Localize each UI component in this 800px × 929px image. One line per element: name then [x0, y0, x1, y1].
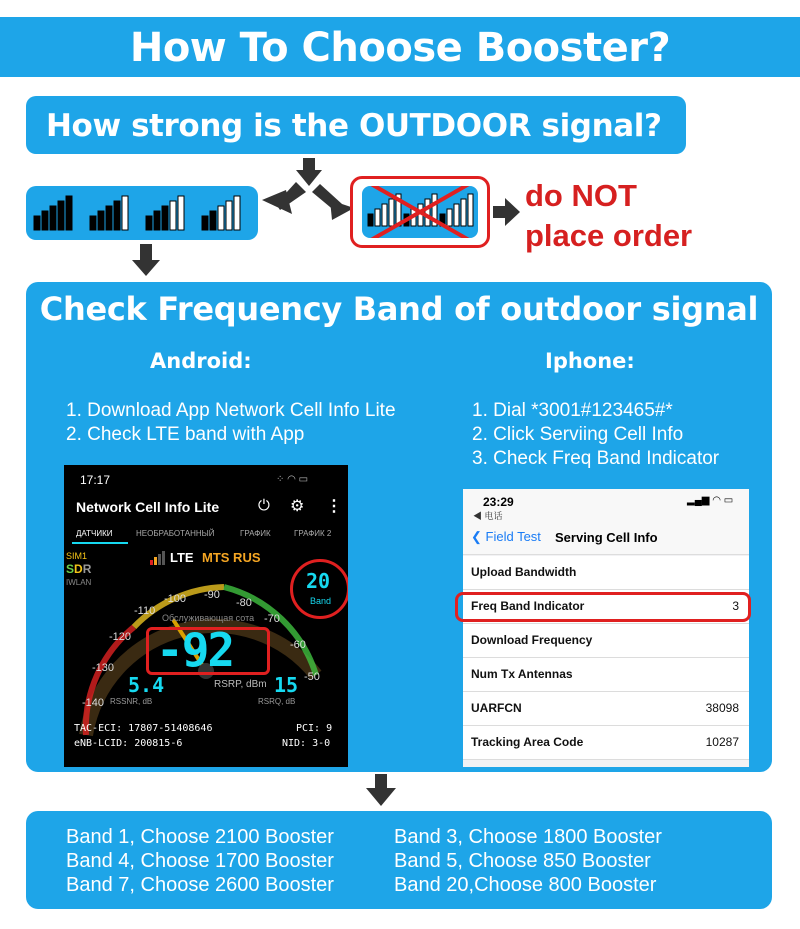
status-icons: ⁘ ◠ ▭ — [276, 474, 309, 485]
band-entry: Band 4, Choose 1700 Booster — [66, 850, 334, 872]
iwlan-label: IWLAN — [66, 578, 92, 587]
band-entry: Band 1, Choose 2100 Booster — [66, 826, 334, 848]
app-title: Network Cell Info Lite — [76, 499, 220, 515]
arrow-right-down-icon — [312, 184, 354, 220]
band-entry: Band 7, Choose 2600 Booster — [66, 874, 334, 896]
scale-label: -80 — [236, 597, 252, 609]
iphone-screenshot — [463, 489, 749, 767]
signal-bars-acceptable — [32, 192, 254, 234]
table-row[interactable]: UARFCN 38098 — [463, 692, 749, 726]
active-tab-indicator — [72, 542, 128, 544]
signal-strength-icon — [150, 551, 166, 565]
freq-band-highlight-box — [455, 592, 751, 622]
scale-label: -70 — [264, 613, 280, 625]
signal-2-bars-icon — [202, 196, 240, 230]
warning-line-2: place order — [525, 218, 693, 253]
rssnr-label: RSSNR, dB — [110, 697, 153, 706]
more-menu-icon[interactable]: ⋮ — [326, 498, 342, 515]
table-row[interactable]: Num Tx Antennas — [463, 658, 749, 692]
operator-name: MTS RUS — [202, 550, 261, 565]
status-icons: ▂▄▆ ◠ ▭ — [687, 495, 734, 506]
enb-lcid: eNB-LCID: 200815-6 — [74, 738, 183, 749]
signal-bars-rejected — [362, 186, 478, 238]
scale-label: -110 — [134, 605, 156, 617]
nav-title: Serving Cell Info — [555, 530, 658, 545]
chevron-left-icon: ❮ — [471, 529, 486, 544]
band-entry: Band 20,Choose 800 Booster — [394, 874, 657, 896]
android-step-1: 1. Download App Network Cell Info Lite — [66, 400, 396, 421]
scale-label: -60 — [290, 639, 306, 651]
rsrq-label: RSRQ, dB — [258, 697, 296, 706]
down-arrow-icon — [296, 158, 322, 186]
scale-label: -140 — [82, 697, 105, 709]
table-row[interactable]: Freq Band Indicator 3 — [463, 590, 749, 624]
signal-5-bars-icon — [34, 196, 72, 230]
signal-4-bars-icon — [90, 196, 128, 230]
service-text: Обслуживающая сота — [162, 613, 255, 623]
arrow-right-icon — [493, 198, 520, 226]
warning-line-1: do NOT — [525, 178, 637, 213]
android-step-2: 2. Check LTE band with App — [66, 424, 305, 445]
power-icon[interactable]: ⏻ — [258, 497, 270, 514]
nid: NID: 3-0 — [282, 738, 331, 749]
gear-icon[interactable]: ⚙ — [290, 498, 305, 515]
iphone-step-3: 3. Check Freq Band Indicator — [472, 448, 720, 469]
tab-raw[interactable]: НЕОБРАБОТАННЫЙ — [136, 529, 215, 538]
rssnr-value: 5.4 — [128, 673, 165, 697]
table-row[interactable]: Tracking Area Code 10287 — [463, 726, 749, 760]
iphone-heading: Iphone: — [545, 349, 635, 373]
band-entry: Band 3, Choose 1800 Booster — [394, 826, 662, 848]
scale-label: -120 — [109, 631, 132, 643]
sdr-indicator: SDR — [66, 562, 92, 576]
down-arrow-icon — [366, 774, 396, 806]
rsrq-value: 15 — [274, 673, 299, 697]
table-row[interactable]: Download Frequency — [463, 624, 749, 658]
band-value: 20 — [306, 569, 331, 593]
arrow-left-down-icon — [262, 182, 306, 214]
android-heading: Android: — [150, 349, 252, 373]
carrier-label[interactable]: ◀ 电话 — [473, 511, 503, 521]
rsrp-value: -92 — [156, 623, 234, 677]
pci: PCI: 9 — [296, 723, 333, 734]
iphone-step-1: 1. Dial *3001#123465#* — [472, 400, 673, 421]
signal-3-bars-icon — [146, 196, 184, 230]
back-button[interactable]: ❮ Field Test — [471, 529, 541, 544]
android-screenshot — [64, 465, 348, 767]
tab-graph[interactable]: ГРАФИК — [240, 529, 271, 538]
rsrp-caption: RSRP, dBm — [214, 679, 267, 690]
iphone-step-2: 2. Click Serviing Cell Info — [472, 424, 684, 445]
band-entry: Band 5, Choose 850 Booster — [394, 850, 651, 872]
section-title: Check Frequency Band of outdoor signal — [39, 290, 759, 328]
scale-label: -130 — [92, 662, 115, 674]
page-title: How To Choose Booster? — [129, 25, 671, 71]
sim-label: SIM1 — [66, 551, 88, 561]
band-label: Band — [310, 596, 332, 606]
scale-label: -90 — [204, 589, 220, 601]
status-time: 17:17 — [80, 473, 111, 487]
scale-label: -50 — [304, 671, 320, 683]
tab-graph-2[interactable]: ГРАФИК 2 — [294, 529, 332, 538]
down-arrow-icon — [132, 244, 160, 276]
tab-sensors[interactable]: ДАТЧИКИ — [76, 529, 113, 538]
network-type: LTE — [170, 550, 194, 565]
table-row[interactable]: Upload Bandwidth — [463, 556, 749, 590]
tac-eci: TAC-ECI: 17807-51408646 — [74, 723, 213, 734]
scale-label: -100 — [164, 593, 187, 605]
status-time: 23:29 — [483, 495, 514, 509]
question-text: How strong is the OUTDOOR signal? — [46, 108, 662, 144]
